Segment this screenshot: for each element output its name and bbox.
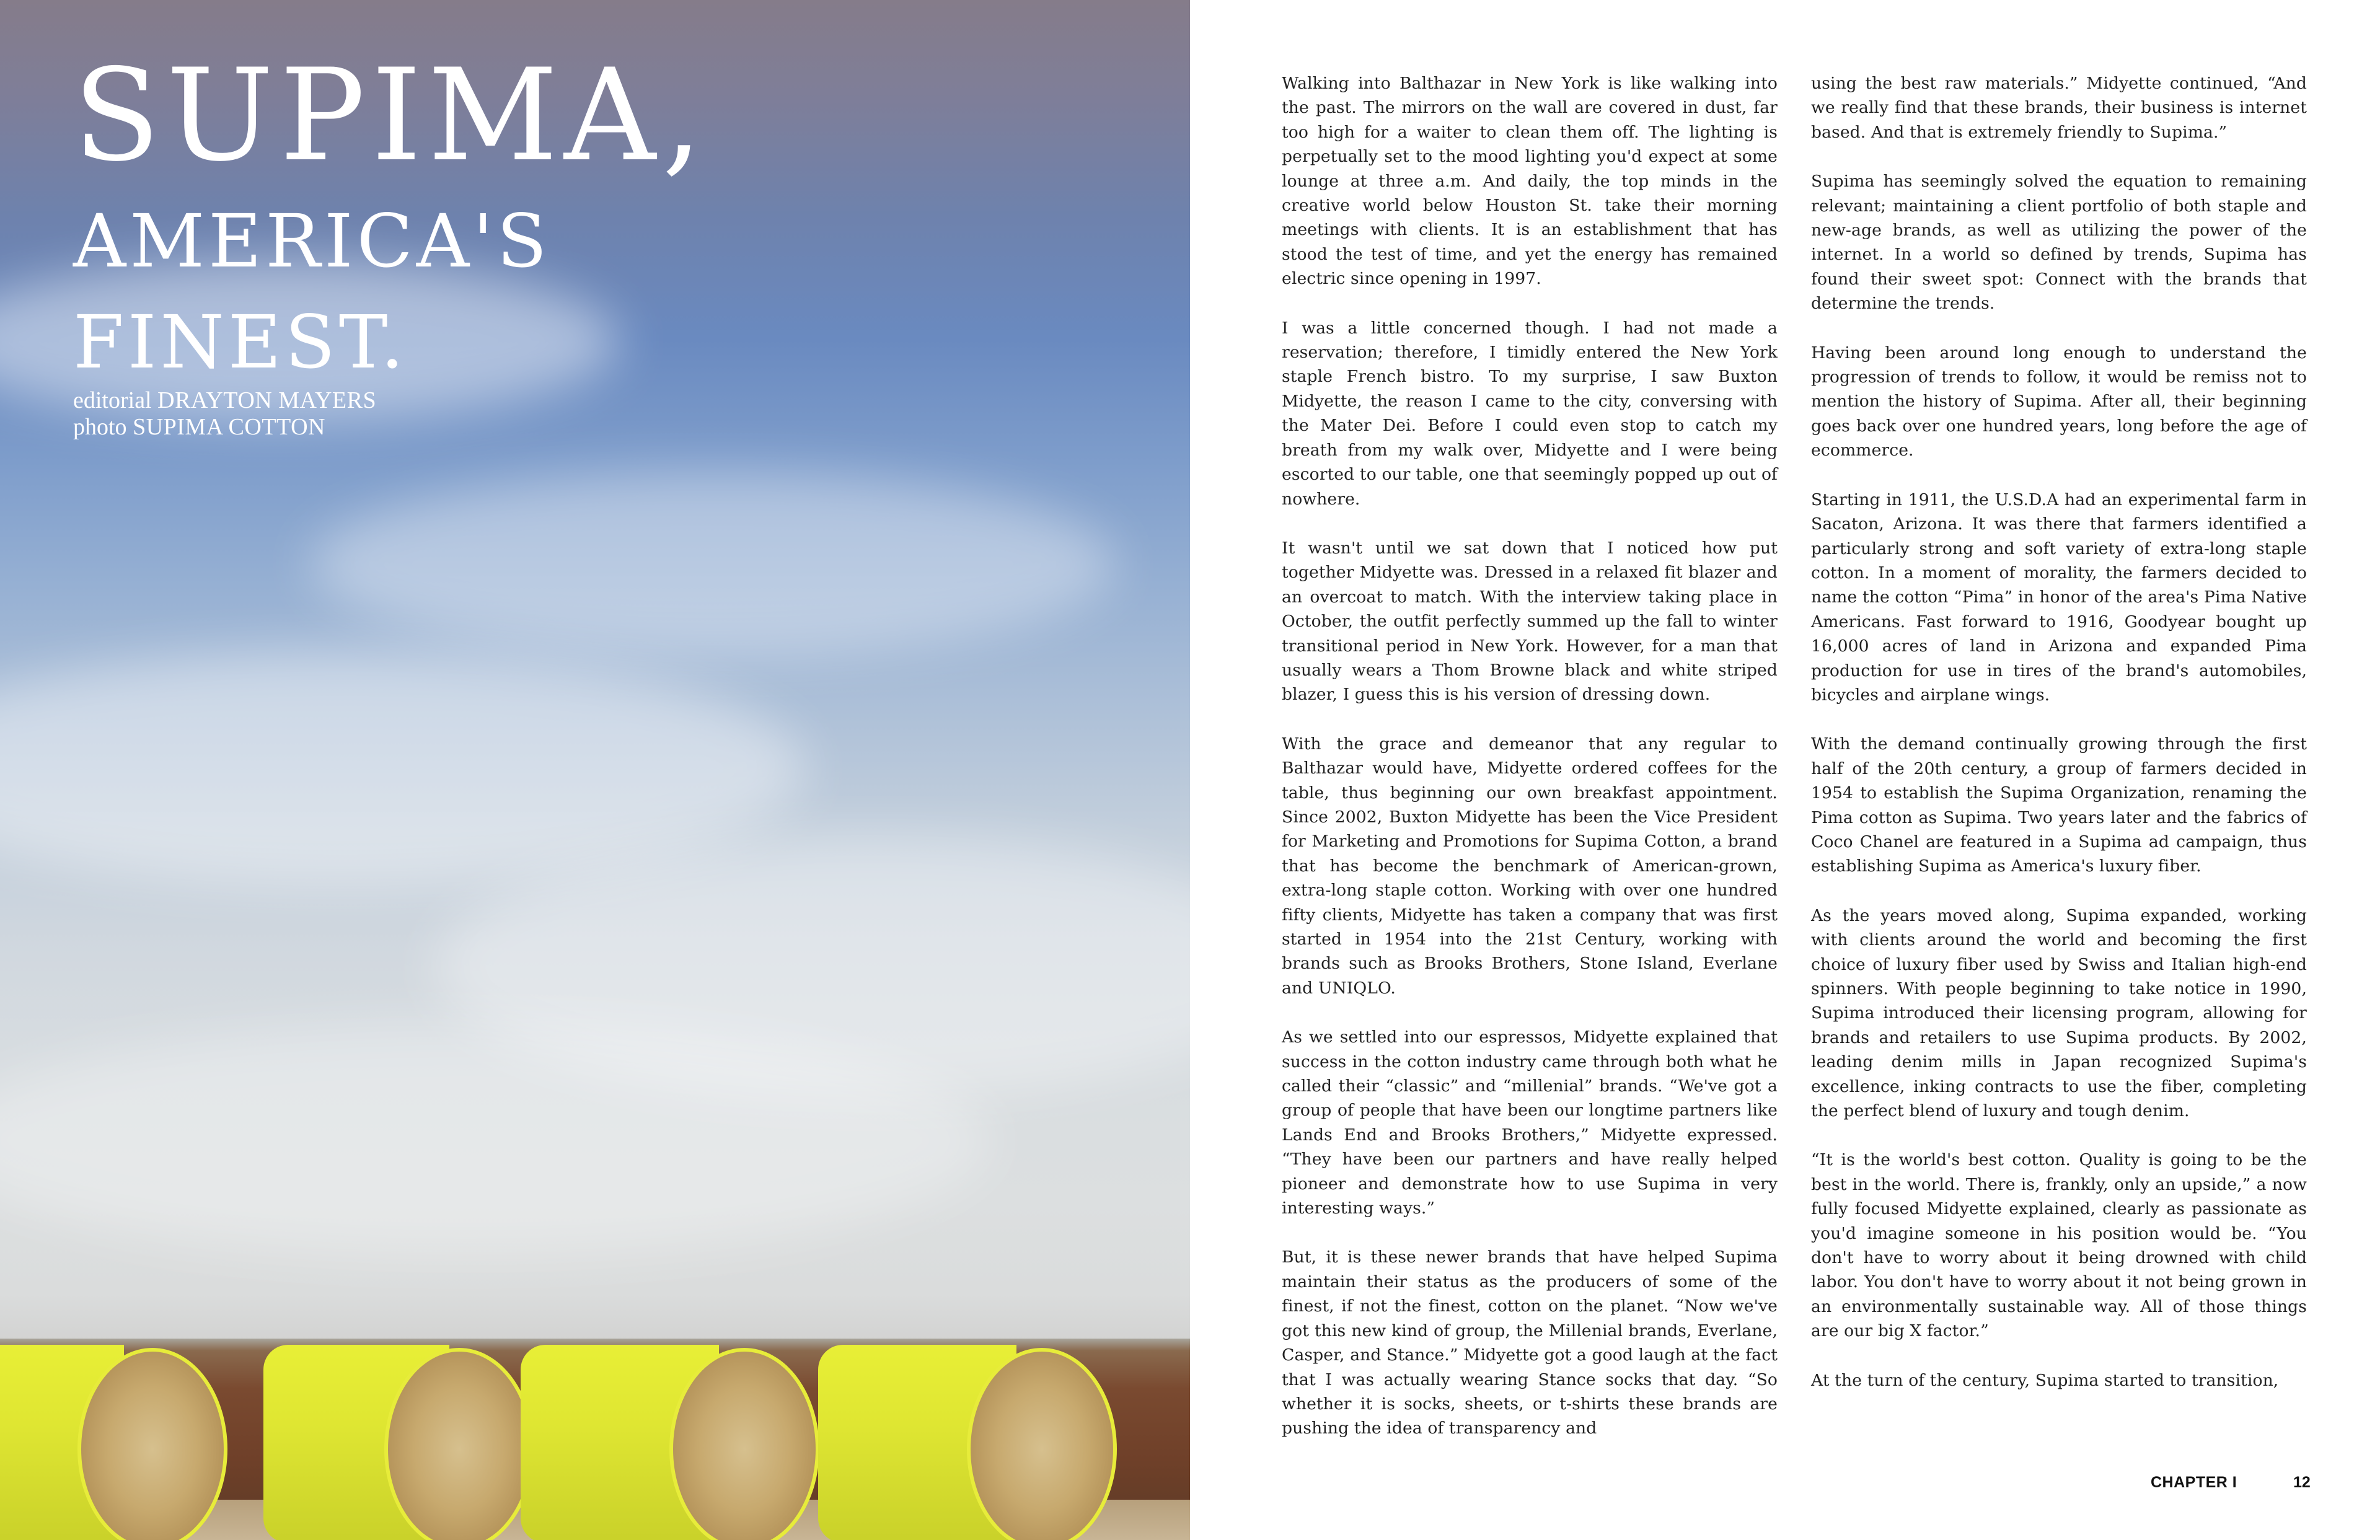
cotton-bale-end <box>77 1348 227 1540</box>
cotton-bale-end <box>967 1348 1117 1540</box>
paragraph: At the turn of the century, Supima started to transition, <box>1811 1370 2279 1390</box>
cotton-bale-end <box>384 1348 534 1540</box>
paragraph: Walking into Balthazar in New York is like walking into the past. The mirrors on the wall are covered in dust, far too high for a waiter to clean them off. The lighting is perpetually set to the mood lighting you'd expect at some lounge at three a.m. And daily, the top minds in the creative world below Houston St. take their morning meetings with clients. It is an establishment that has stood the test of time, and yet the energy has remained electric since opening in 1997. <box>1282 74 1778 289</box>
paragraph: using the best raw materials.” Midyette continued, “And we really find that these brands, their business is internet based. And that is extremely friendly to Supima.” <box>1811 74 2307 142</box>
title-line-3: FINEST. <box>73 299 408 385</box>
article-column-1 <box>1282 71 1778 1466</box>
cotton-bale-end <box>669 1348 819 1540</box>
paragraph: Supima has seemingly solved the equation to remaining relevant; maintaining a client portfolio of both staple and new-age brands, as well as utilizing the power of the internet. In a world so defined by trends, Supima has found their sweet spot: Connect with the brands that determine the trends. <box>1811 172 2307 314</box>
page-number: 12 <box>2293 1474 2311 1491</box>
paragraph: As the years moved along, Supima expanded, working with clients around the world and becoming the first choice of luxury fiber used by Swiss and Italian high-end spinners. With people beginning to take notice in 1990, Supima introduced their licensing program, allowing for brands and retailers to use Supima products. By 2002, leading denim mills in Japan recognized Supima's excellence, inking contracts to use the fiber, completing the perfect blend of luxury and tough denim. <box>1811 905 2307 1121</box>
photo-credit <box>73 414 376 441</box>
photo-name: SUPIMA COTTON <box>133 413 325 440</box>
paragraph: “It is the world's best cotton. Quality is going to be the best in the world. There is, frankly, only an upside,” a now fully focused Midyette explained, clearly as passionate as you'd imagine someone in his position would be. “You don't have to worry about it being drowned with child labor. You don't have to worry about it not being grown in an environmentally sustainable way. All of those things are our big X factor.” <box>1811 1150 2307 1341</box>
paragraph: Starting in 1911, the U.S.D.A had an experimental farm in Sacaton, Arizona. It was there that farmers identified a particularly strong and soft variety of extra-long staple cotton. In a moment of morality, the farmers decided to name the cotton “Pima” in honor of the area's Pima Native Americans. Fast forward to 1916, Goodyear bought up 16,000 acres of land in Arizona and expanded Pima production for use in tires of the brand's automobiles, bicycles and airplane wings. <box>1811 490 2307 705</box>
chapter-label: CHAPTER I <box>2151 1474 2237 1491</box>
article-credits <box>73 387 376 441</box>
cloud <box>0 1023 992 1258</box>
title-line-1: SUPIMA, <box>73 42 709 190</box>
article-column-2 <box>1811 71 2307 1417</box>
paragraph: With the grace and demeanor that any regular to Balthazar would have, Midyette ordered coffees for the table, thus beginning our own breakfast appointment. Since 2002, Buxton Midyette has been the Vice President for Marketing and Promotions for Supima Cotton, a brand that has become the benchmark of American-grown, extra-long staple cotton. Working with over one hundred fifty clients, Midyette has taken a company that was first started in 1954 into the 21st Century, working with brands such as Brooks Brothers, Stone Island, Everlane and UNIQLO. <box>1282 734 1778 998</box>
paragraph: It wasn't until we sat down that I noticed how put together Midyette was. Dressed in a relaxed fit blazer and an overcoat to match. With the interview taking place in October, the outfit perfectly summed up the fall to winter transitional period in New York. However, for a man that usually wears a Thom Browne black and white striped blazer, I guess this is his version of dressing down. <box>1282 538 1778 705</box>
article-title <box>73 42 709 385</box>
editorial-name: DRAYTON MAYERS <box>157 387 377 413</box>
photo-label: photo <box>73 413 127 440</box>
editorial-label: editorial <box>73 387 152 413</box>
title-line-2: AMERICA'S <box>73 198 551 284</box>
paragraph: Having been around long enough to understand the progression of trends to follow, it would be remiss not to mention the history of Supima. After all, their beginning goes back over one hundred years, long before the age of ecommerce. <box>1811 343 2307 460</box>
paragraph: But, it is these newer brands that have helped Supima maintain their status as the producers of some of the finest, if not the finest, cotton on the planet. “Now we've got this new kind of group, the Millenial brands, Everlane, Casper, and Stance.” Midyette got a good laugh at the fact that I was actually wearing Stance socks that day. “So whether it is socks, sheets, or t-shirts these brands are pushing the idea of transparency and <box>1282 1247 1778 1438</box>
cloud <box>310 471 1116 657</box>
paragraph: I was a little concerned though. I had not made a reservation; therefore, I timidly entered the New York staple French bistro. To my surprise, I saw Buxton Midyette, the reason I came to the city, conversing with the Mater Dei. Before I could even stop to catch my breath from my walk over, Midyette and I were being escorted to our table, one that seemingly popped up out of nowhere. <box>1282 318 1778 509</box>
editorial-credit <box>73 387 376 414</box>
paragraph: With the demand continually growing through the first half of the 20th century, a group of farmers decided in 1954 to establish the Supima Organization, renaming the Pima cotton as Supima. Two years later and the fabrics of Coco Chanel are featured in a Supima ad campaign, thus establishing Supima as America's luxury fiber. <box>1811 734 2307 876</box>
paragraph: As we settled into our espressos, Midyette explained that success in the cotton industry came through both what he called their “classic” and “millenial” brands. “We've got a group of people that have been our longtime partners like Lands End and Brooks Brothers,” Midyette expressed. “They have been our partners and have really helped pioneer and demonstrate how to use Supima in very interesting ways.” <box>1282 1027 1778 1218</box>
